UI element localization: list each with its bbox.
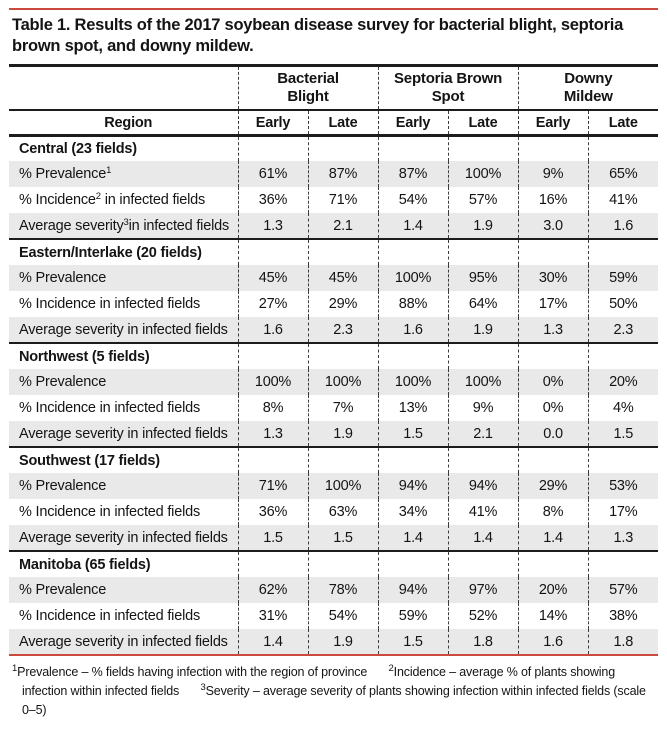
value-cell: 100%	[448, 369, 518, 395]
row-label-text: % Incidence in infected fields	[19, 400, 200, 417]
value-cell: 63%	[308, 499, 378, 525]
table-row	[9, 629, 658, 655]
table-row	[9, 291, 658, 317]
table-row	[9, 187, 658, 213]
row-label-text: % Prevalence	[19, 582, 107, 599]
empty-cell	[308, 343, 378, 369]
table-row	[9, 395, 658, 421]
value-cell: 29%	[518, 473, 588, 499]
subcol-header-late: Late	[588, 110, 658, 135]
empty-cell	[238, 135, 308, 161]
value-cell: 45%	[238, 265, 308, 291]
section-header-row	[9, 135, 658, 161]
empty-cell	[448, 239, 518, 265]
group-header-bacterial-blight	[238, 65, 378, 110]
empty-cell	[238, 551, 308, 577]
value-cell: 1.5	[378, 421, 448, 447]
row-label-text: % Incidence in infected fields	[19, 296, 200, 313]
row-label-suffix: in infected fields	[100, 192, 206, 209]
table-title: Table 1. Results of the 2017 soybean disease survey for bacterial blight, septoria brown spot, and downy mildew.	[12, 16, 624, 55]
table-row	[9, 473, 658, 499]
group-name-line1: Septoria Brown	[394, 70, 503, 88]
value-cell: 100%	[308, 473, 378, 499]
empty-cell	[448, 135, 518, 161]
value-cell: 1.8	[448, 629, 518, 655]
row-label-text: % Prevalence	[19, 166, 107, 183]
empty-cell	[238, 239, 308, 265]
empty-cell	[588, 239, 658, 265]
row-label-text: Average severity in infected fields	[19, 425, 228, 442]
value-cell: 20%	[588, 369, 658, 395]
table-row	[9, 577, 658, 603]
empty-cell	[448, 551, 518, 577]
empty-cell	[518, 239, 588, 265]
value-cell: 57%	[448, 187, 518, 213]
value-cell: 1.4	[378, 213, 448, 239]
value-cell: 0.0	[518, 421, 588, 447]
value-cell: 1.4	[238, 629, 308, 655]
value-cell: 31%	[238, 603, 308, 629]
value-cell: 29%	[308, 291, 378, 317]
section-title: Northwest (5 fields)	[9, 343, 238, 369]
table-row	[9, 421, 658, 447]
row-label	[9, 395, 238, 421]
value-cell: 100%	[308, 369, 378, 395]
row-label	[9, 525, 238, 551]
table-row	[9, 603, 658, 629]
row-label	[9, 265, 238, 291]
subcol-header-early: Early	[518, 110, 588, 135]
group-name-line2: Blight	[287, 88, 329, 106]
row-label-text: Average severity in infected fields	[19, 633, 228, 650]
value-cell: 1.6	[588, 213, 658, 239]
table-row	[9, 265, 658, 291]
empty-cell	[588, 343, 658, 369]
value-cell: 36%	[238, 499, 308, 525]
row-label-text: % Prevalence	[19, 270, 107, 287]
empty-cell	[378, 447, 448, 473]
value-cell: 45%	[308, 265, 378, 291]
row-label-sup: 1	[106, 165, 112, 177]
value-cell: 61%	[238, 161, 308, 187]
subcol-header-early: Early	[378, 110, 448, 135]
group-name-line2: Spot	[431, 88, 465, 106]
value-cell: 1.5	[588, 421, 658, 447]
region-header: Region	[9, 110, 238, 135]
row-label-text: % Incidence in infected fields	[19, 504, 200, 521]
value-cell: 8%	[238, 395, 308, 421]
value-cell: 71%	[238, 473, 308, 499]
row-label	[9, 317, 238, 343]
section-title: Eastern/Interlake (20 fields)	[9, 239, 238, 265]
value-cell: 94%	[448, 473, 518, 499]
value-cell: 100%	[238, 369, 308, 395]
row-label	[9, 577, 238, 603]
value-cell: 53%	[588, 473, 658, 499]
empty-cell	[308, 239, 378, 265]
empty-cell	[308, 135, 378, 161]
survey-table	[9, 64, 658, 657]
value-cell: 62%	[238, 577, 308, 603]
value-cell: 50%	[588, 291, 658, 317]
group-name-line1: Downy	[564, 70, 613, 88]
value-cell: 1.5	[308, 525, 378, 551]
empty-cell	[448, 447, 518, 473]
table-row	[9, 213, 658, 239]
section-header-row	[9, 239, 658, 265]
row-label	[9, 473, 238, 499]
row-label-text: Average severity in infected fields	[19, 321, 228, 338]
empty-cell	[588, 551, 658, 577]
empty-cell	[308, 551, 378, 577]
value-cell: 20%	[518, 577, 588, 603]
table-row	[9, 317, 658, 343]
value-cell: 41%	[448, 499, 518, 525]
section-title: Central (23 fields)	[9, 135, 238, 161]
footnote-sup: 3	[200, 682, 206, 694]
value-cell: 100%	[378, 369, 448, 395]
value-cell: 54%	[308, 603, 378, 629]
value-cell: 1.9	[448, 317, 518, 343]
value-cell: 16%	[518, 187, 588, 213]
row-label-text: % Incidence in infected fields	[19, 608, 200, 625]
value-cell: 94%	[378, 473, 448, 499]
section-title: Manitoba (65 fields)	[9, 551, 238, 577]
value-cell: 1.3	[518, 317, 588, 343]
section-header-row	[9, 447, 658, 473]
value-cell: 71%	[308, 187, 378, 213]
row-label-text: % Prevalence	[19, 478, 107, 495]
row-label-text: Average severity in infected fields	[19, 529, 228, 546]
value-cell: 17%	[588, 499, 658, 525]
disease-header-row	[9, 65, 658, 110]
value-cell: 2.1	[448, 421, 518, 447]
value-cell: 1.3	[238, 213, 308, 239]
section-header-row	[9, 551, 658, 577]
section-header-row	[9, 343, 658, 369]
row-label	[9, 421, 238, 447]
value-cell: 1.4	[448, 525, 518, 551]
empty-cell	[518, 447, 588, 473]
row-label-text: % Prevalence	[19, 374, 107, 391]
value-cell: 65%	[588, 161, 658, 187]
subcol-header-early: Early	[238, 110, 308, 135]
subcol-header-late: Late	[308, 110, 378, 135]
empty-cell	[448, 343, 518, 369]
value-cell: 1.9	[308, 629, 378, 655]
value-cell: 54%	[378, 187, 448, 213]
row-label	[9, 603, 238, 629]
value-cell: 27%	[238, 291, 308, 317]
value-cell: 2.3	[308, 317, 378, 343]
value-cell: 9%	[448, 395, 518, 421]
value-cell: 2.1	[308, 213, 378, 239]
empty-cell	[378, 135, 448, 161]
row-label	[9, 291, 238, 317]
value-cell: 17%	[518, 291, 588, 317]
row-label-suffix: in infected fields	[128, 217, 230, 234]
value-cell: 94%	[378, 577, 448, 603]
footnote-prevalence	[12, 665, 367, 679]
group-name-line2: Mildew	[563, 88, 613, 106]
empty-cell	[238, 343, 308, 369]
table-row	[9, 499, 658, 525]
value-cell: 87%	[308, 161, 378, 187]
footnote-text: Incidence – average % of plants showing infection within infected fields	[22, 665, 616, 699]
row-label	[9, 629, 238, 655]
group-header-septoria-brown-spot	[378, 65, 518, 110]
value-cell: 2.3	[588, 317, 658, 343]
value-cell: 1.3	[588, 525, 658, 551]
table-row	[9, 525, 658, 551]
row-label	[9, 213, 238, 239]
row-label-text: Average severity	[19, 217, 124, 234]
empty-cell	[518, 343, 588, 369]
value-cell: 52%	[448, 603, 518, 629]
footnote-sup: 1	[12, 663, 18, 675]
empty-cell	[378, 551, 448, 577]
row-label	[9, 187, 238, 213]
value-cell: 59%	[588, 265, 658, 291]
value-cell: 13%	[378, 395, 448, 421]
value-cell: 1.9	[448, 213, 518, 239]
empty-cell	[588, 447, 658, 473]
value-cell: 1.9	[308, 421, 378, 447]
value-cell: 41%	[588, 187, 658, 213]
value-cell: 57%	[588, 577, 658, 603]
value-cell: 1.5	[238, 525, 308, 551]
value-cell: 100%	[448, 161, 518, 187]
value-cell: 1.5	[378, 629, 448, 655]
value-cell: 78%	[308, 577, 378, 603]
empty-cell	[518, 135, 588, 161]
empty-cell	[238, 447, 308, 473]
value-cell: 7%	[308, 395, 378, 421]
section-title: Southwest (17 fields)	[9, 447, 238, 473]
row-label	[9, 369, 238, 395]
value-cell: 59%	[378, 603, 448, 629]
value-cell: 88%	[378, 291, 448, 317]
empty-cell	[308, 447, 378, 473]
value-cell: 1.6	[378, 317, 448, 343]
row-label	[9, 499, 238, 525]
empty-cell	[518, 551, 588, 577]
table-row	[9, 161, 658, 187]
row-label-sup: 2	[95, 191, 101, 203]
row-label	[9, 161, 238, 187]
footnote-text: Prevalence – % fields having infection with the region of province	[17, 665, 368, 680]
value-cell: 34%	[378, 499, 448, 525]
value-cell: 97%	[448, 577, 518, 603]
value-cell: 1.3	[238, 421, 308, 447]
value-cell: 95%	[448, 265, 518, 291]
row-label-sup: 3	[123, 216, 129, 228]
value-cell: 36%	[238, 187, 308, 213]
value-cell: 100%	[378, 265, 448, 291]
value-cell: 64%	[448, 291, 518, 317]
empty-cell	[378, 239, 448, 265]
value-cell: 0%	[518, 395, 588, 421]
empty-cell	[588, 135, 658, 161]
group-header-downy-mildew	[518, 65, 658, 110]
value-cell: 1.4	[378, 525, 448, 551]
value-cell: 3.0	[518, 213, 588, 239]
empty-cell	[378, 343, 448, 369]
value-cell: 1.4	[518, 525, 588, 551]
value-cell: 1.6	[238, 317, 308, 343]
subcolumn-header-row	[9, 110, 658, 135]
value-cell: 38%	[588, 603, 658, 629]
value-cell: 30%	[518, 265, 588, 291]
value-cell: 0%	[518, 369, 588, 395]
value-cell: 8%	[518, 499, 588, 525]
value-cell: 1.8	[588, 629, 658, 655]
group-name-line1: Bacterial	[277, 70, 339, 88]
footnotes	[0, 656, 667, 719]
footnote-sup: 2	[388, 663, 394, 675]
value-cell: 1.6	[518, 629, 588, 655]
row-label-text: % Incidence	[19, 192, 96, 209]
footnote-text: Severity – average severity of plants showing infection within infected fields (scale 0–5)	[22, 684, 646, 717]
value-cell: 4%	[588, 395, 658, 421]
subcol-header-late: Late	[448, 110, 518, 135]
table-row	[9, 369, 658, 395]
value-cell: 14%	[518, 603, 588, 629]
corner-cell	[9, 65, 238, 110]
value-cell: 9%	[518, 161, 588, 187]
value-cell: 87%	[378, 161, 448, 187]
